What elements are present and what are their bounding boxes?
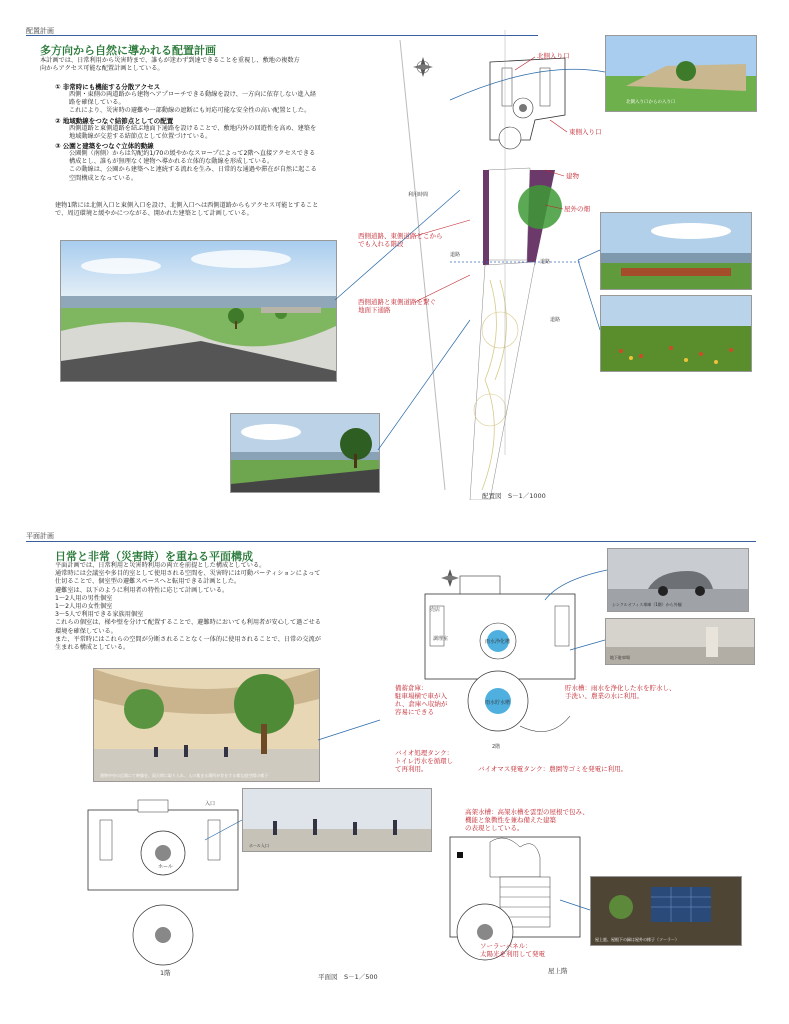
entrance-label: 入口 bbox=[205, 801, 216, 807]
elevated-tank-note: 高架水槽：高架水槽を雲型の屋根で包み、 機能と象徴性を兼ね備えた建築 の表現としている。 bbox=[465, 808, 589, 832]
road-label-east: 道路 bbox=[550, 317, 561, 323]
garage-photo: シンクルオフィス車庫（1階）から外観 bbox=[607, 548, 749, 612]
road-label-small: 道路 bbox=[540, 259, 551, 265]
biomass-tank-note: バイオマス発電タンク：農園等ゴミを発電に利用。 bbox=[478, 765, 628, 773]
storage-photo: 地下駐車場 bbox=[605, 618, 755, 665]
site-plan-scale: 配置図 S－1／1000 bbox=[482, 492, 546, 500]
section1-points: ① 非常時にも機能する分散アクセス 西側・東側の両道路から建物へアプローチできる動線を設け、一方向に依存しない進入経 路を確保している。 これにより、災害時の避難や一部動線の遮断にも対応可能な安全性の高い配置とした。 ② 地域動線をつなぐ結節点としての配置 西側道路と東側道路を結ぶ地面下通路を設けることで、敷地内外の回遊性を高め、建築を 地域動線が交差する結節点として位置づけている。 ③ 公園と建築をつなぐ立体的動線 公園側（南側）からは勾配約1/70の緩やかなスロープによって2階へ直接アクセスできる 構成とし、誰もが無理なく建物へ導かれる立体的な動線を形成している。 この動線は、公園から建築へと連続する流れを生み、日常的な通過や滞在が自然に起こる 空間構成となっている。 bbox=[55, 83, 317, 182]
section1-intro: 本計画では、日常利用から災害時まで、誰もが迷わず到達できることを重視し、敷地の複数方 向からアクセス可能な配置計画としている。 bbox=[40, 57, 300, 73]
floor-plan-scale: 平面図 S－1／500 bbox=[318, 973, 378, 981]
roof-photo: 屋上庭、屋根下の緑は屋外の様子（ソーラー） bbox=[590, 876, 742, 946]
section2-heading: 日常と非常（災害時）を重ねる平面構成 bbox=[55, 550, 253, 563]
section2-label: 平面計画 bbox=[26, 532, 54, 540]
north-entrance-label: 北側入り口 bbox=[537, 52, 570, 60]
time-label: 利用時間 bbox=[408, 192, 429, 198]
section1-closing: 建物1階には北側入口と東側入口を設け、北側入口へは西側道路からもアクセス可能とすること で、周辺環境と緩やかにつながる、開かれた建築として計画している。 bbox=[55, 202, 319, 218]
east-entrance-label: 東側入り口 bbox=[569, 128, 602, 136]
hall-rendering: 建物中央の広場にて映像を、雨天時に取り入れ、人の集まる場所が存在する様な庭空間の様子 bbox=[93, 668, 320, 782]
underpass-label: 西側道路と東側道路を繋ぐ 地面下通路 bbox=[358, 298, 436, 314]
kitchen-label: 調理室 bbox=[433, 636, 449, 642]
room-b-label: 雨水貯水槽 bbox=[485, 700, 511, 706]
section2-body: 平面計画では、日常利用と災害時利用の両立を前提とした構成としている。 通常時には会議室や多目的室として使用される空間を、災害時には可動パーティションによって 仕切ることで、個室型の避難スペースへと転用できる計画とした。 避難室は、以下のように利用者の特性に応じて計画している。 1～2人用の男性個室 1～2人用の女性個室 3～5人で利用できる家族用個室 これらの個室は、梯や壁を分けて配置することで、避難時においても利用者が安心して過ごせる 環境を確保している。 また、平常時にはこれらの空間が分断されることなく一体的に使用されることで、日常の交流が 生まれる構成としている。 bbox=[55, 562, 321, 652]
floor2-label: 2階 bbox=[492, 744, 501, 750]
hall-label: ホール bbox=[158, 864, 173, 870]
room-a-label: 雨水浄化槽 bbox=[485, 639, 511, 645]
bio-tank-note: バイオ処理タンク： トイレ汚水を循環し て再利用。 bbox=[395, 749, 454, 773]
north-entrance-photo: 北側入り口からの入り口 bbox=[605, 35, 757, 112]
section1-label: 配置計画 bbox=[26, 27, 54, 35]
stairs-label: 西側道路、東側道路どこから でも入れる階段 bbox=[358, 232, 443, 248]
solar-panel-note: ソーラーパネル： 太陽光を利用して発電 bbox=[480, 942, 545, 958]
parking-storage-note: 備蓄倉庫： 駐車場横で車が入 れ、倉庫へ収納が 容易にできる bbox=[395, 684, 448, 716]
outdoor-field-label: 屋外の畑 bbox=[564, 205, 590, 213]
rainwater-tank-note: 貯水槽：雨水を浄化した水を貯水し、 手洗い、農業の水に利用。 bbox=[565, 684, 676, 700]
section1-heading: 多方向から自然に導かれる配置計画 bbox=[40, 44, 216, 57]
lobby-rendering: ホール入口 bbox=[242, 788, 432, 852]
floor1-label: 1階 bbox=[160, 969, 171, 977]
road-label-west: 道路 bbox=[450, 252, 461, 258]
shop-label: 売店 bbox=[430, 607, 441, 613]
building-label: 建物 bbox=[566, 172, 579, 180]
roof-floor-label: 屋上階 bbox=[548, 967, 568, 975]
